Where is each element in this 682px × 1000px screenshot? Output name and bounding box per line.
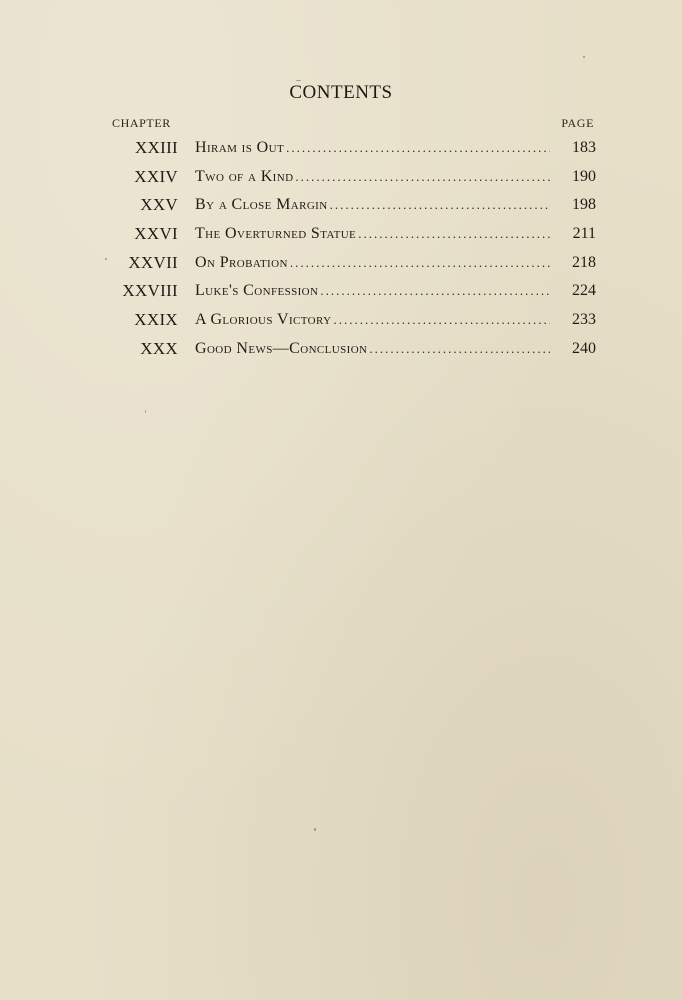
paper-speck [145, 410, 146, 413]
chapter-title: Two of a Kind [195, 167, 294, 185]
chapter-numeral: XXIX [134, 310, 178, 330]
dot-leader [334, 312, 551, 328]
toc-entry [112, 279, 596, 308]
page-column-label: PAGE [561, 116, 594, 130]
chapter-title: On Probation [195, 253, 288, 271]
toc-entry [112, 337, 596, 366]
toc-entry [112, 165, 596, 194]
paper-speck [314, 828, 316, 831]
chapter-title: Good News—Conclusion [195, 339, 368, 357]
chapter-title: Luke's Confession [195, 282, 319, 300]
chapter-title: The Overturned Statue [195, 225, 357, 243]
page-number: 190 [572, 167, 596, 185]
toc-entry [112, 222, 596, 251]
chapter-numeral: XXVI [134, 224, 178, 244]
paper-speck [583, 56, 585, 58]
contents-title: CONTENTS [289, 82, 393, 103]
toc-entry [112, 193, 596, 222]
dot-leader [358, 226, 550, 242]
page-number: 198 [572, 196, 596, 214]
chapter-numeral: XXIV [134, 166, 178, 186]
dot-leader [320, 283, 550, 299]
paper-speck [296, 80, 301, 81]
page-number: 218 [572, 253, 596, 271]
dot-leader [290, 255, 550, 271]
dot-leader [286, 140, 550, 156]
page-number: 211 [572, 225, 596, 243]
chapter-numeral: XXVIII [122, 281, 178, 301]
dot-leader [295, 169, 550, 185]
chapter-title: Hiram is Out [195, 139, 285, 156]
toc-entry [112, 251, 596, 280]
paper-speck [105, 258, 107, 260]
toc-list [112, 136, 596, 366]
toc-entry [112, 136, 596, 165]
chapter-title: By a Close Margin [195, 196, 328, 214]
chapter-numeral: XXX [140, 338, 178, 358]
page-number: 233 [572, 311, 596, 329]
chapter-column-label: CHAPTER [112, 116, 171, 130]
chapter-numeral: XXVII [128, 252, 178, 272]
toc-header [112, 116, 594, 132]
toc-entry [112, 308, 596, 337]
dot-leader [330, 197, 550, 213]
page-number: 240 [572, 339, 596, 357]
chapter-title: A Glorious Victory [195, 311, 332, 329]
page-number: 183 [572, 139, 596, 156]
dot-leader [369, 341, 550, 357]
chapter-numeral: XXV [140, 195, 178, 215]
page-number: 224 [572, 282, 596, 300]
chapter-numeral: XXIII [134, 138, 178, 157]
